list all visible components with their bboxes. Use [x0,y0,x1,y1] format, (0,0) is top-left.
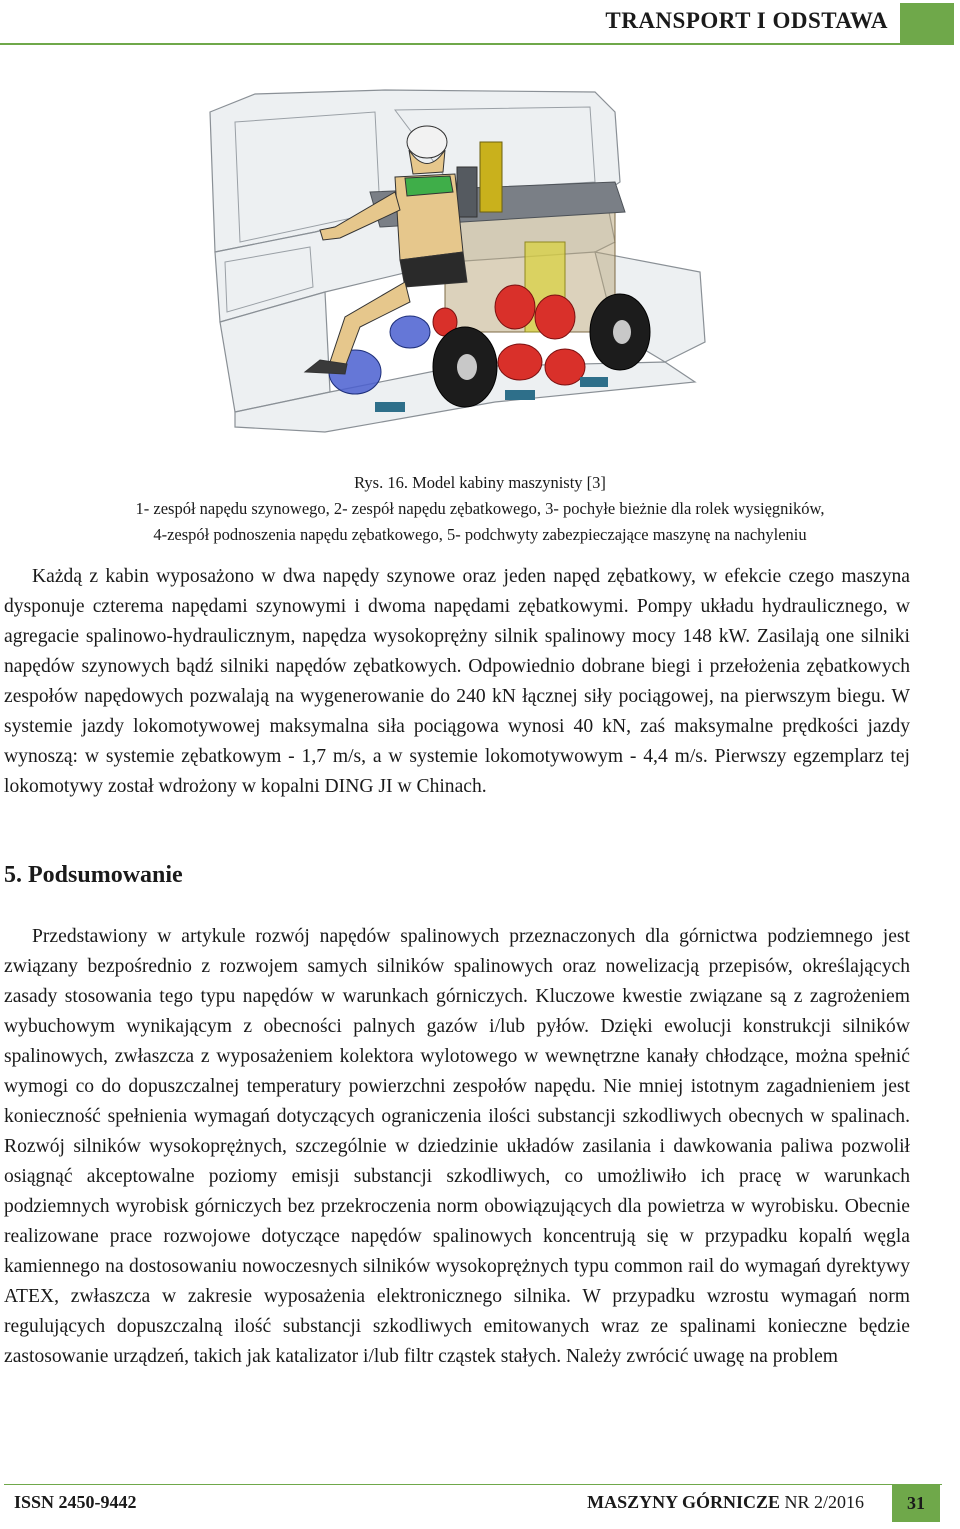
header-accent-block [900,3,954,45]
body-paragraph-2: Przedstawiony w artykule rozwój napędów spalinowych przeznaczonych dla górnictwa podziemnego jest związany bezpośrednio z rozwojem samych silników spalinowych oraz nowelizacją przepisów, określających zasady stosowania tego typu napędów w warunkach górniczych. Kluczowe kwestie związane są z zagrożeniem wybuchowym wynikającym z obecności palnych gazów i/lub pyłów. Dzięki ewolucji konstrukcji silników spalinowych, zwłaszcza z wyposażeniem kolektora wylotowego w wewnętrzne kanały chłodzące, można spełnić wymogi co do dopuszczalnej temperatury powierzchni zespołów napędu. Nie mniej istotnym zagadnieniem jest konieczność spełnienia wymagań dotyczących ograniczenia ilości substancji szkodliwych obecnych w spalinach. Rozwój silników wysokoprężnych, szczególnie w dziedzinie układów zasilania i dawkowania paliwa pozwolił osiągnąć akceptowalne poziomy emisji substancji szkodliwych, co umożliwiło ich pracę w warunkach podziemnych wyrobisk górniczych bez przekroczenia norm obowiązujących dla powietrza w wyrobisku. Obecnie realizowane prace rozwojowe dotyczące napędów spalinowych koncentrują się w przypadku kopalń węgla kamiennego na dostosowaniu nowoczesnych silników wysokoprężnych typu common rail do wymagań dyrektywy ATEX, zwłaszcza w zakresie wyposażenia elektronicznego silnika. W przypadku wzrostu wymagań norm regulujących dopuszczalną ilość substancji szkodliwych emitowanych wraz ze spalinami konieczne będzie zastosowanie urządzeń, takich jak katalizator i/lub filtr cząstek stałych. Należy zwrócić uwagę na problem [4,926,910,1367]
caption-legend-line-1: 1- zespół napędu szynowego, 2- zespół napędu zębatkowego, 3- pochyłe bieżnie dla rolek wysięgników, [135,499,825,518]
footer-divider [4,1484,942,1485]
footer-journal-info [587,1492,864,1513]
cabin-model-figure [195,82,720,452]
running-header-title: TRANSPORT I ODSTAWA [605,8,888,33]
footer-journal-name: MASZYNY GÓRNICZE [587,1492,780,1512]
section-heading: 5. Podsumowanie [4,862,183,888]
footer-issue: NR 2/2016 [779,1492,864,1512]
footer-issn: ISSN 2450-9442 [14,1492,137,1512]
caption-title: Rys. 16. Model kabiny maszynisty [3] [354,473,606,492]
header-divider [0,43,900,45]
caption-legend-line-2: 4-zespół podnoszenia napędu zębatkowego, 5- podchwyty zabezpieczające maszynę na nachyleniu [153,525,807,544]
page-number-badge: 31 [892,1484,940,1522]
figure-caption [0,470,960,548]
body-paragraph-1: Każdą z kabin wyposażono w dwa napędy szynowe oraz jeden napęd zębatkowy, w efekcie czego maszyna dysponuje czterema napędami szynowymi i dwoma napędami zębatkowymi. Pompy układu hydraulicznego, w agregacie spalinowo-hydraulicznym, napędza wysokoprężny silnik spalinowy mocy 148 kW. Zasilają one silniki napędów szynowych bądź silniki napędów zębatkowych. Odpowiednio dobrane biegi i przełożenia zębatkowych zespołów napędowych pozwalają na wygenerowanie do 240 kN łącznej siły pociągowej, na pierwszym biegu. W systemie jazdy lokomotywowej maksymalna siła pociągowa wynosi 40 kN, zaś maksymalne prędkości jazdy wynoszą: w systemie zębatkowym - 1,7 m/s, a w systemie lokomotywowym - 4,4 m/s. Pierwszy egzemplarz tej lokomotywy został wdrożony w kopalni DING JI w Chinach. [4,566,910,797]
